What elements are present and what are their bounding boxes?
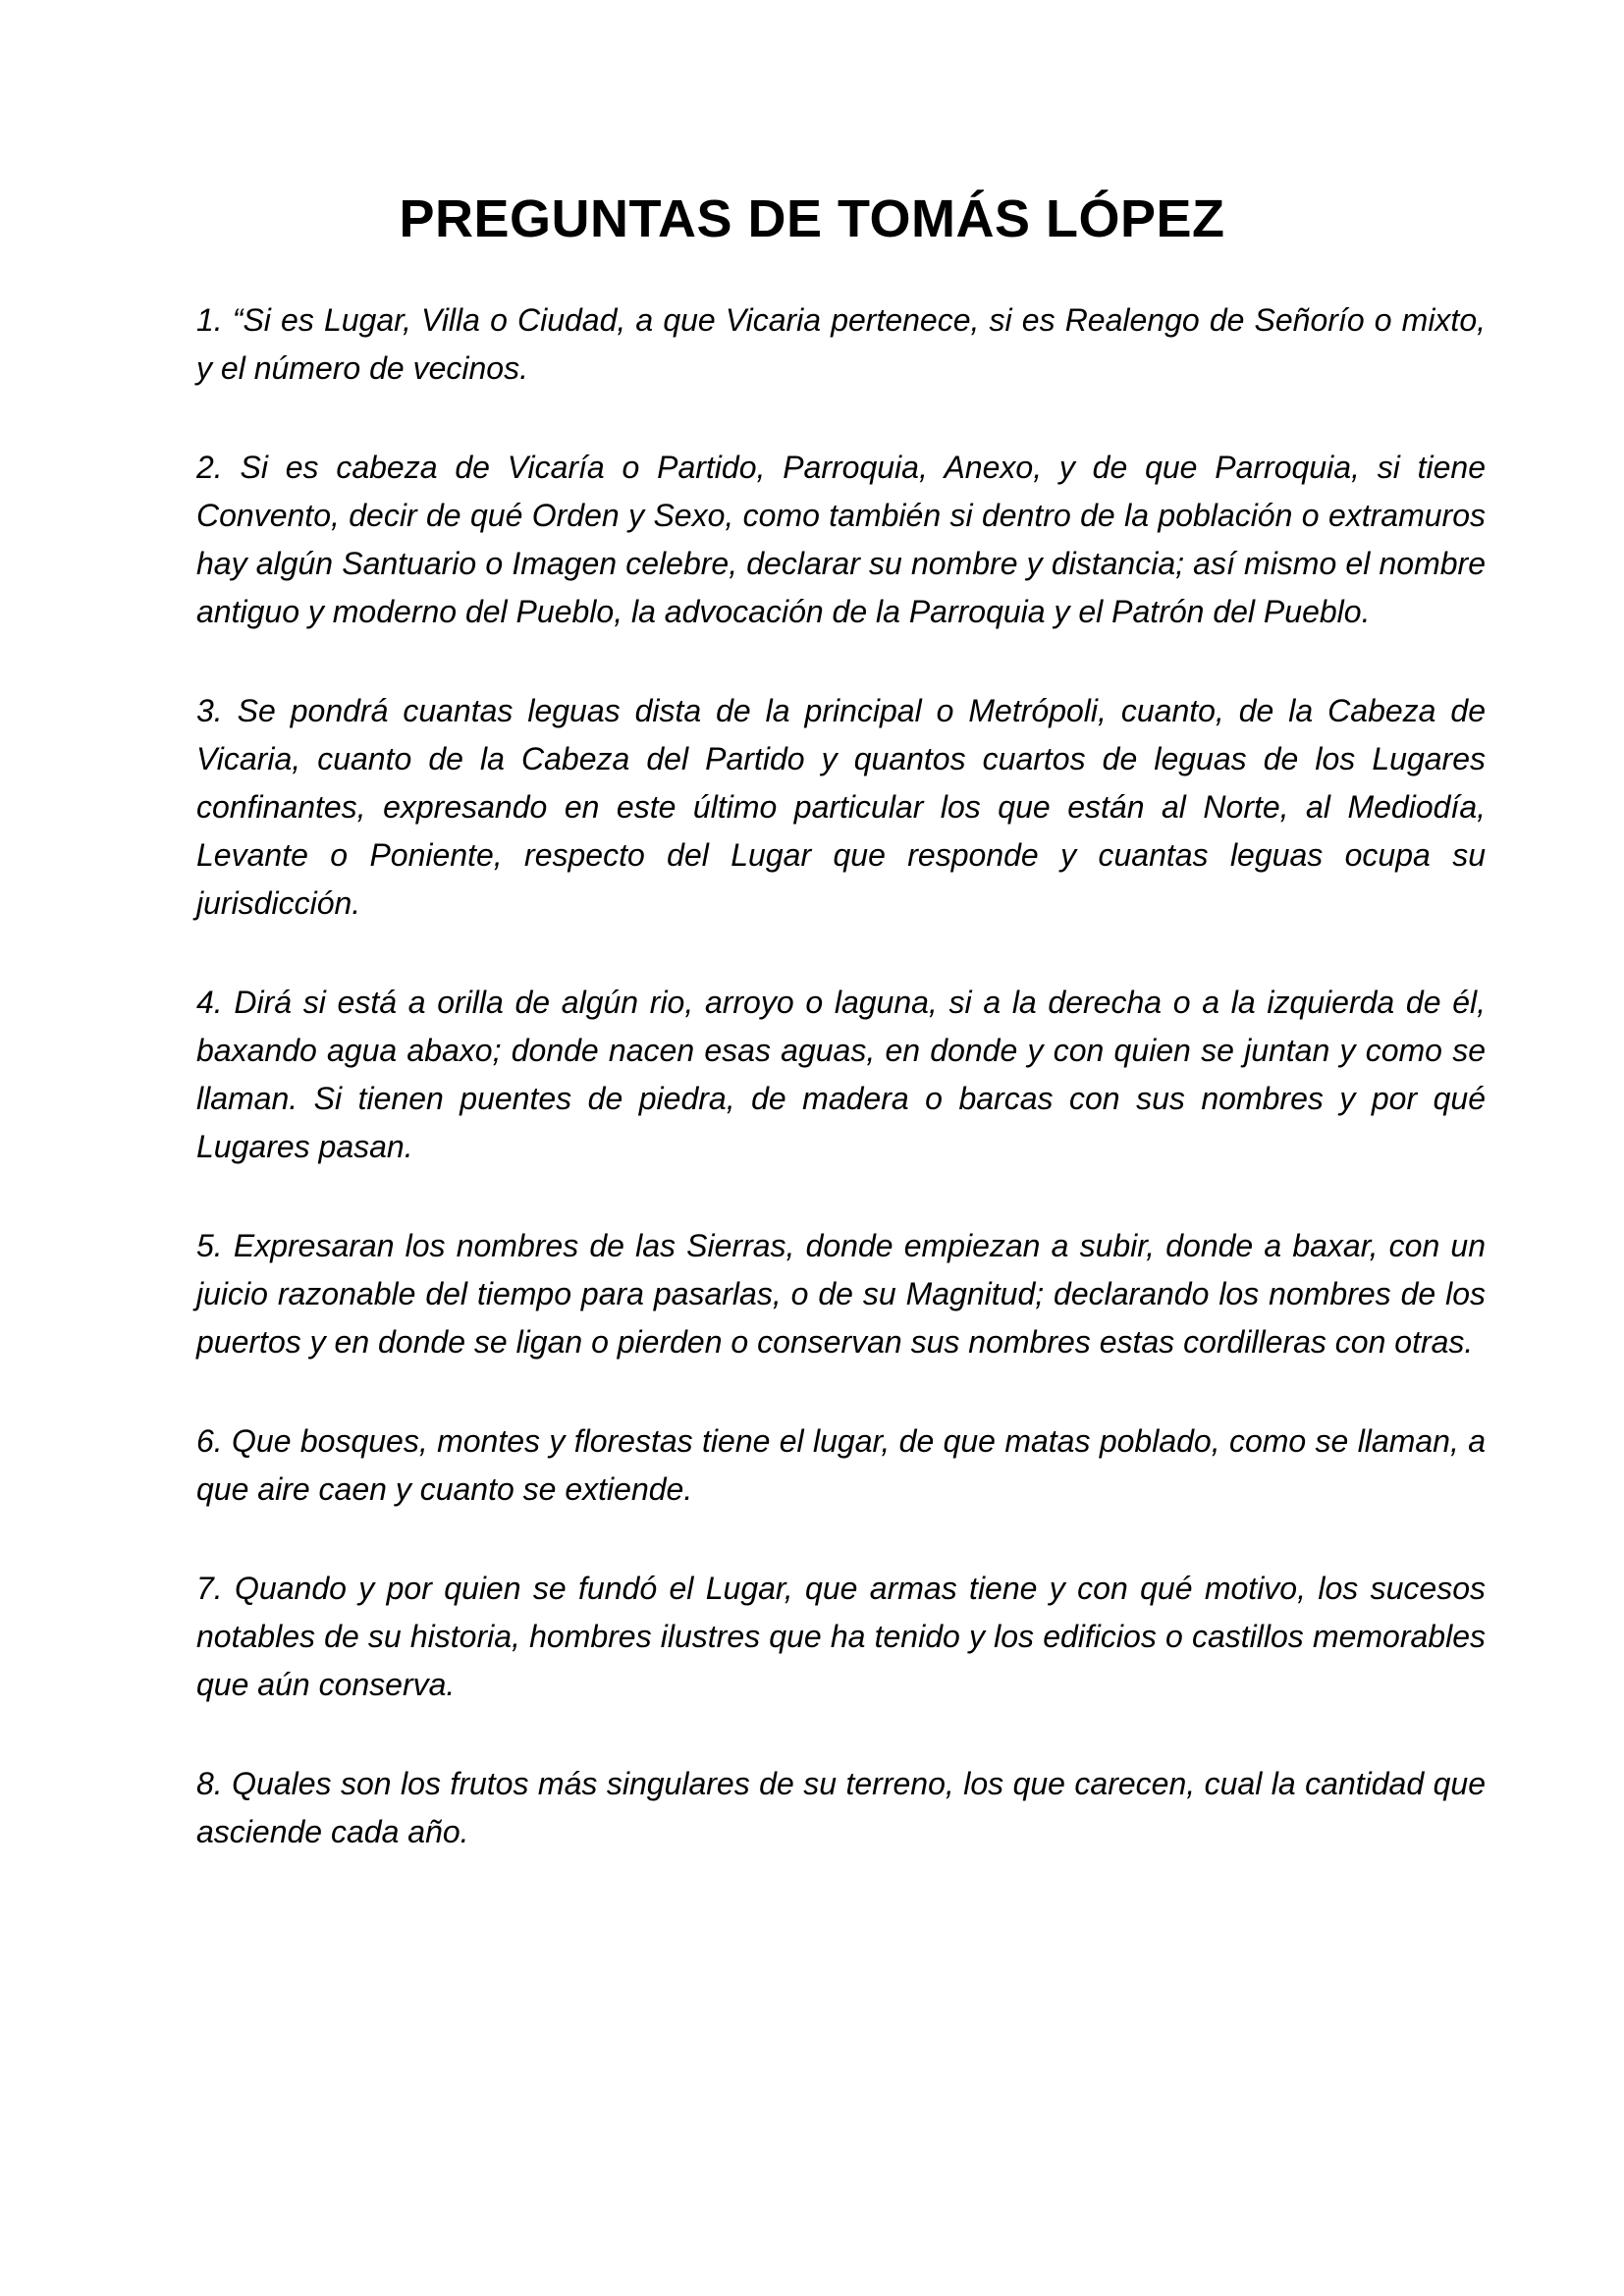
question-paragraph-6: 6. Que bosques, montes y florestas tiene el lugar, de que matas poblado, como se llaman, a que aire caen y cuanto se extiende. (196, 1423, 1486, 1508)
question-paragraph-3: 3. Se pondrá cuantas leguas dista de la principal o Metrópoli, cuanto, de la Cabeza de Vicaria, cuanto de la Cabeza del Partido y quantos cuartos de leguas de los Lugares confinantes, expresando en este último particular los que están al Norte, al Mediodía, Levante o Poniente, respecto del Lugar que responde y cuantas leguas ocupa su jurisdicción. (196, 693, 1486, 922)
question-paragraph-1: 1. “Si es Lugar, Villa o Ciudad, a que Vicaria pertenece, si es Realengo de Señorío o mixto, y el número de vecinos. (196, 302, 1486, 387)
document-body (196, 296, 1486, 1856)
question-paragraph-4: 4. Dirá si está a orilla de algún rio, arroyo o laguna, si a la derecha o a la izquierda de él, baxando agua abaxo; donde nacen esas aguas, en donde y con quien se juntan y como se llaman. Si tienen puentes de piedra, de madera o barcas con sus nombres y por qué Lugares pasan. (196, 985, 1486, 1165)
question-paragraph-8: 8. Quales son los frutos más singulares de su terreno, los que carecen, cual la cantidad que asciende cada año. (196, 1766, 1486, 1850)
question-paragraph-5: 5. Expresaran los nombres de las Sierras, donde empiezan a subir, donde a baxar, con un juicio razonable del tiempo para pasarlas, o de su Magnitud; declarando los nombres de los puertos y en donde se ligan o pierden o conservan sus nombres estas cordilleras con otras. (196, 1228, 1486, 1361)
question-paragraph-2: 2. Si es cabeza de Vicaría o Partido, Parroquia, Anexo, y de que Parroquia, si tiene Convento, decir de qué Orden y Sexo, como también si dentro de la población o extramuros hay algún Santuario o Imagen celebre, declarar su nombre y distancia; así mismo el nombre antiguo y moderno del Pueblo, la advocación de la Parroquia y el Patrón del Pueblo. (196, 450, 1486, 630)
question-paragraph-7: 7. Quando y por quien se fundó el Lugar, que armas tiene y con qué motivo, los sucesos notables de su historia, hombres ilustres que ha tenido y los edificios o castillos memorables que aún conserva. (196, 1571, 1486, 1703)
document-title: PREGUNTAS DE TOMÁS LÓPEZ (399, 189, 1225, 248)
